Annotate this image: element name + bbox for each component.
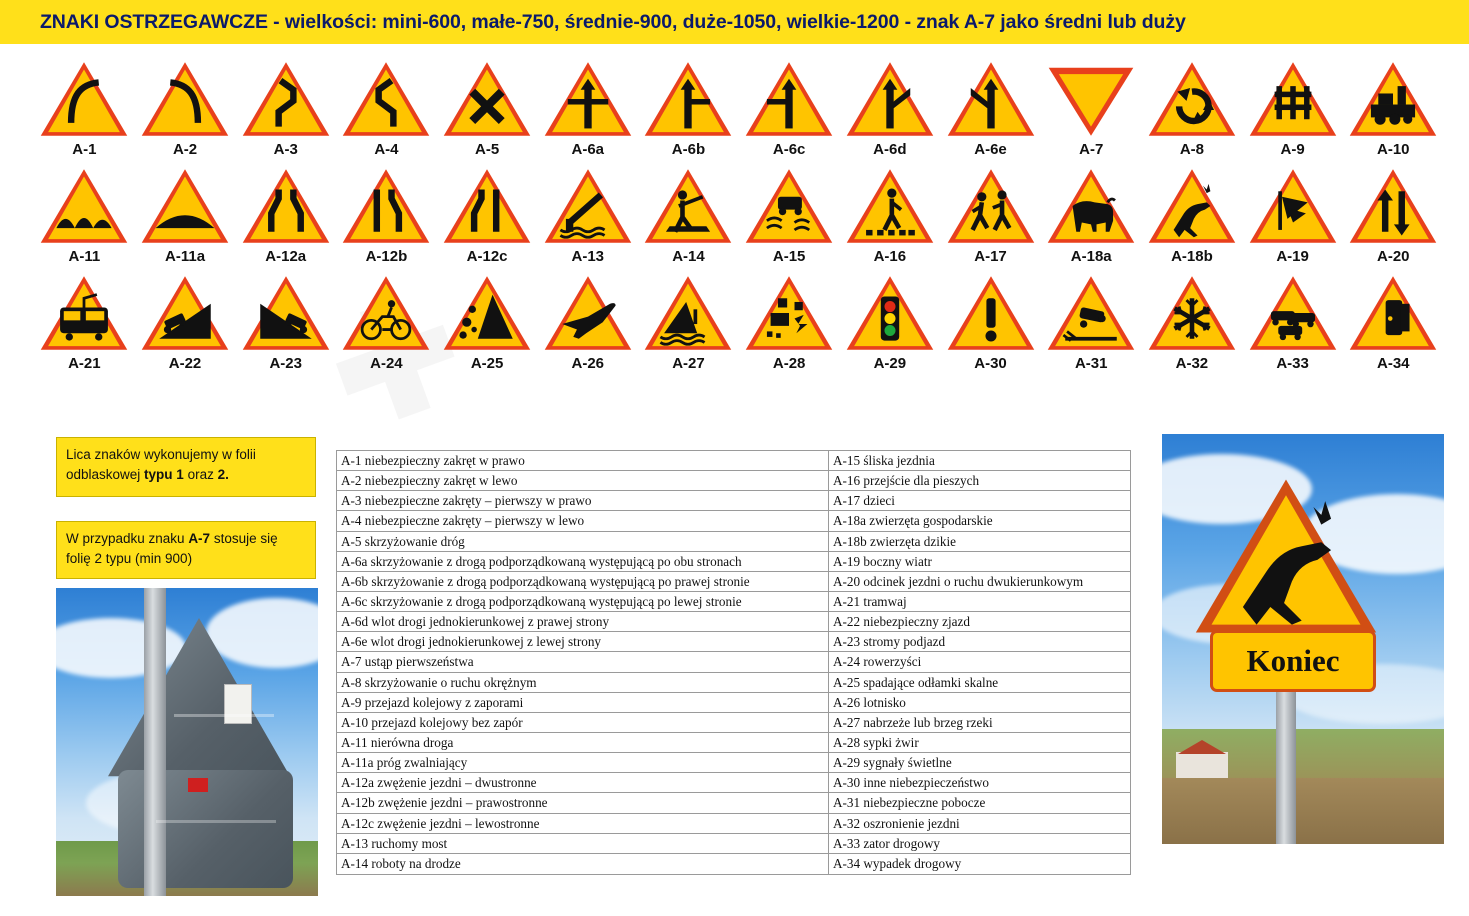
sign-brace xyxy=(174,714,274,717)
double-curve-right-icon xyxy=(240,58,332,140)
table-row: A-18a zwierzęta gospodarskie xyxy=(829,511,1130,531)
uneven-road-icon xyxy=(38,165,130,247)
sign-description-table-right xyxy=(828,450,1131,875)
sign-cell[interactable] xyxy=(437,58,538,158)
one-way-entry-left-icon xyxy=(945,58,1037,140)
side-road-left-icon xyxy=(743,58,835,140)
sign-code: A-7 xyxy=(1079,141,1104,158)
sign-code: A-1 xyxy=(72,141,97,158)
sign-cell[interactable] xyxy=(1142,272,1243,372)
sign-code: A-23 xyxy=(269,355,302,372)
sign-code: A-31 xyxy=(1074,355,1108,372)
sign-cell[interactable] xyxy=(336,58,437,158)
signs-row xyxy=(34,272,1444,379)
sign-cell[interactable] xyxy=(1242,272,1343,372)
koniec-plate xyxy=(1210,630,1376,692)
sign-cell[interactable] xyxy=(235,58,336,158)
table-row: A-3 niebezpieczne zakręty – pierwszy w prawo xyxy=(337,491,828,511)
note1-bold1: typu 1 xyxy=(144,467,184,483)
sign-code: A-14 xyxy=(672,248,705,265)
sign-label-sticker xyxy=(224,684,252,724)
sign-cell[interactable] xyxy=(437,272,538,372)
swing-bridge-icon xyxy=(542,165,634,247)
sign-cell[interactable] xyxy=(336,165,437,265)
table-row: A-22 niebezpieczny zjazd xyxy=(829,612,1130,632)
table-row: A-1 niebezpieczny zakręt w prawo xyxy=(337,451,828,471)
pedestrian-crossing-icon xyxy=(844,165,936,247)
speed-hump-icon xyxy=(139,165,231,247)
note-foil-type xyxy=(56,437,316,497)
note1-text-part1: Lica znaków wykonujemy w folii odblaskowej xyxy=(66,447,256,483)
table-row: A-27 nabrzeże lub brzeg rzeki xyxy=(829,713,1130,733)
sign-cell[interactable] xyxy=(537,58,638,158)
sign-code: A-30 xyxy=(974,355,1007,372)
falling-rocks-icon xyxy=(441,272,533,354)
sign-code: A-13 xyxy=(571,248,605,265)
table-row: A-18b zwierzęta dzikie xyxy=(829,532,1130,552)
low-flying-aircraft-icon xyxy=(542,272,634,354)
sign-cell[interactable] xyxy=(940,165,1041,265)
sign-brace xyxy=(156,820,276,823)
table-row: A-6d wlot drogi jednokierunkowej z prawej strony xyxy=(337,612,828,632)
sign-code: A-10 xyxy=(1377,141,1410,158)
sign-cell[interactable] xyxy=(1142,165,1243,265)
two-way-traffic-icon xyxy=(1347,165,1439,247)
sign-code: A-6a xyxy=(571,141,605,158)
sign-cell[interactable] xyxy=(1343,58,1444,158)
table-row: A-19 boczny wiatr xyxy=(829,552,1130,572)
sign-cell[interactable] xyxy=(840,58,941,158)
sign-code: A-25 xyxy=(470,355,504,372)
side-road-both-icon xyxy=(542,58,634,140)
note2-text-part2: stosuje się folię 2 typu (min 900) xyxy=(66,531,278,567)
tram-icon xyxy=(38,272,130,354)
sign-cell[interactable] xyxy=(135,165,236,265)
table-row: A-20 odcinek jezdni o ruchu dwukierunkowym xyxy=(829,572,1130,592)
sign-cell[interactable] xyxy=(34,58,135,158)
sign-code: A-22 xyxy=(168,355,202,372)
sign-cell[interactable] xyxy=(840,165,941,265)
sign-code: A-32 xyxy=(1175,355,1209,372)
children-icon xyxy=(945,165,1037,247)
table-row: A-4 niebezpieczne zakręty – pierwszy w lewo xyxy=(337,511,828,531)
note-a7-foil xyxy=(56,521,316,579)
sign-red-sticker xyxy=(188,778,208,792)
table-row: A-28 sypki żwir xyxy=(829,733,1130,753)
table-row: A-9 przejazd kolejowy z zaporami xyxy=(337,693,828,713)
sign-cell[interactable] xyxy=(739,165,840,265)
sign-cell[interactable] xyxy=(940,58,1041,158)
give-way-icon xyxy=(1045,58,1137,140)
table-row: A-21 tramwaj xyxy=(829,592,1130,612)
sign-cell[interactable] xyxy=(437,165,538,265)
loose-chippings-icon xyxy=(743,272,835,354)
sign-code: A-18a xyxy=(1070,248,1112,265)
note1-text-part2: oraz xyxy=(183,467,218,483)
sign-cell[interactable] xyxy=(34,165,135,265)
sign-cell[interactable] xyxy=(840,272,941,372)
note2-text-part1: W przypadku znaku xyxy=(66,531,189,546)
table-row: A-8 skrzyżowanie o ruchu okrężnym xyxy=(337,673,828,693)
sign-code: A-3 xyxy=(273,141,298,158)
traffic-queue-icon xyxy=(1247,272,1339,354)
signs-row xyxy=(34,165,1444,272)
road-narrows-right-icon xyxy=(340,165,432,247)
sign-code: A-5 xyxy=(475,141,500,158)
sign-code: A-16 xyxy=(873,248,907,265)
note1-bold2: 2. xyxy=(217,467,229,483)
sign-code: A-20 xyxy=(1377,248,1410,265)
sign-code: A-11 xyxy=(68,248,101,265)
table-row: A-15 śliska jezdnia xyxy=(829,451,1130,471)
table-row: A-12b zwężenie jezdni – prawostronne xyxy=(337,793,828,813)
farm-animals-icon xyxy=(1045,165,1137,247)
sign-cell[interactable] xyxy=(235,165,336,265)
sign-code: A-4 xyxy=(374,141,399,158)
signs-row xyxy=(34,58,1444,165)
sign-code: A-17 xyxy=(974,248,1007,265)
steep-descent-icon xyxy=(139,272,231,354)
sign-code: A-15 xyxy=(772,248,806,265)
sign-code: A-19 xyxy=(1276,248,1309,265)
table-row: A-34 wypadek drogowy xyxy=(833,855,962,871)
table-row: A-12a zwężenie jezdni – dwustronne xyxy=(337,773,828,793)
sign-code: A-26 xyxy=(571,355,605,372)
table-row: A-16 przejście dla pieszych xyxy=(829,471,1130,491)
road-narrows-left-icon xyxy=(441,165,533,247)
table-row: A-14 roboty na drodze xyxy=(341,855,461,871)
table-row: A-30 inne niebezpieczeństwo xyxy=(829,773,1130,793)
steep-ascent-icon xyxy=(240,272,332,354)
table-row: A-13 ruchomy most xyxy=(337,834,828,854)
sign-cell[interactable] xyxy=(940,272,1041,372)
sign-code: A-6c xyxy=(772,141,806,158)
table-row: A-6c skrzyżowanie z drogą podporządkowaną występującą po lewej stronie xyxy=(337,592,828,612)
double-curve-left-icon xyxy=(340,58,432,140)
table-row: A-6b skrzyżowanie z drogą podporządkowaną występującą po prawej stronie xyxy=(337,572,828,592)
sign-cell[interactable] xyxy=(1041,165,1142,265)
cyclists-icon xyxy=(340,272,432,354)
table-row: A-7 ustąp pierwszeństwa xyxy=(337,652,828,672)
sign-cell[interactable] xyxy=(537,272,638,372)
table-row: A-5 skrzyżowanie dróg xyxy=(337,532,828,552)
curve-right-icon xyxy=(38,58,130,140)
sign-code: A-12a xyxy=(265,248,307,265)
sign-cell[interactable] xyxy=(34,272,135,372)
roundabout-icon xyxy=(1146,58,1238,140)
level-crossing-barriers-icon xyxy=(1247,58,1339,140)
back-of-warning-sign-photo xyxy=(56,588,318,896)
sign-code: A-27 xyxy=(672,355,705,372)
table-row: A-23 stromy podjazd xyxy=(829,632,1130,652)
sign-pole xyxy=(144,588,166,896)
sign-cell[interactable] xyxy=(638,58,739,158)
sign-code: A-6b xyxy=(671,141,706,158)
table-row: A-24 rowerzyści xyxy=(829,652,1130,672)
koniec-label: Koniec xyxy=(1246,643,1340,678)
table-row: A-26 lotnisko xyxy=(829,693,1130,713)
table-row: A-17 dzieci xyxy=(829,491,1130,511)
table-row: A-6e wlot drogi jednokierunkowej z lewej strony xyxy=(337,632,828,652)
wild-animals-sign-face xyxy=(1188,468,1384,644)
table-row: A-12c zwężenie jezdni – lewostronne xyxy=(337,814,828,834)
sign-code: A-33 xyxy=(1276,355,1309,372)
sign-code: A-21 xyxy=(68,355,101,372)
sign-code: A-12b xyxy=(365,248,408,265)
traffic-signals-icon xyxy=(844,272,936,354)
house-shape xyxy=(1176,752,1228,778)
sign-code: A-11a xyxy=(165,248,206,265)
quayside-icon xyxy=(642,272,734,354)
note2-bold: A-7 xyxy=(188,531,211,546)
soft-verge-icon xyxy=(1045,272,1137,354)
sign-cell[interactable] xyxy=(336,272,437,372)
table-row: A-11 nierówna droga xyxy=(337,733,828,753)
table-row: A-32 oszronienie jezdni xyxy=(829,814,1130,834)
sign-code: A-29 xyxy=(873,355,907,372)
sign-cell[interactable] xyxy=(1041,272,1142,372)
table-row: A-31 niebezpieczne pobocze xyxy=(829,793,1130,813)
curve-left-icon xyxy=(139,58,231,140)
sign-code: A-9 xyxy=(1280,141,1305,158)
table-row: A-11a próg zwalniający xyxy=(337,753,828,773)
photo-field xyxy=(1162,778,1444,844)
sign-cell[interactable] xyxy=(739,58,840,158)
sign-cell[interactable] xyxy=(135,58,236,158)
table-row: A-25 spadające odłamki skalne xyxy=(829,673,1130,693)
sign-cell[interactable] xyxy=(1343,272,1444,372)
sign-code: A-12c xyxy=(466,248,508,265)
sign-code: A-18b xyxy=(1171,248,1213,265)
sign-cell[interactable] xyxy=(638,272,739,372)
page-title: ZNAKI OSTRZEGAWCZE - wielkości: mini-600, małe-750, średnie-900, duże-1050, wielkie-1200 - znak A-7 jako średni lub duży xyxy=(40,10,1186,33)
warning-signs-grid xyxy=(34,58,1444,379)
sign-code: A-28 xyxy=(772,355,806,372)
wild-animals-sign-with-koniec-plate-photo xyxy=(1162,434,1444,844)
road-narrows-both-icon xyxy=(240,165,332,247)
sign-cell[interactable] xyxy=(1142,58,1243,158)
sign-code: A-34 xyxy=(1377,355,1410,372)
one-way-entry-right-icon xyxy=(844,58,936,140)
sign-code: A-2 xyxy=(172,141,198,158)
table-row: A-10 przejazd kolejowy bez zapór xyxy=(337,713,828,733)
sign-cell[interactable] xyxy=(1242,165,1343,265)
side-road-right-icon xyxy=(642,58,734,140)
slippery-road-icon xyxy=(743,165,835,247)
sign-code: A-8 xyxy=(1179,141,1204,158)
sign-description-table-left xyxy=(336,450,829,875)
table-row: A-29 sygnały świetlne xyxy=(829,753,1130,773)
roadworks-icon xyxy=(642,165,734,247)
wild-animals-icon xyxy=(1146,165,1238,247)
sign-cell[interactable] xyxy=(235,272,336,372)
table-row: A-33 zator drogowy xyxy=(829,834,1130,854)
sign-code: A-24 xyxy=(370,355,403,372)
sign-cell[interactable] xyxy=(1343,165,1444,265)
accident-icon xyxy=(1347,272,1439,354)
page-header-banner xyxy=(0,0,1469,44)
table-row: A-2 niebezpieczny zakręt w lewo xyxy=(337,471,828,491)
sign-cell[interactable] xyxy=(1041,58,1142,158)
sign-cell[interactable] xyxy=(739,272,840,372)
sign-code: A-6d xyxy=(873,141,907,158)
sign-code: A-6e xyxy=(974,141,1007,158)
level-crossing-no-barriers-icon xyxy=(1347,58,1439,140)
sign-cell[interactable] xyxy=(1242,58,1343,158)
ice-icon xyxy=(1146,272,1238,354)
side-wind-icon xyxy=(1247,165,1339,247)
other-danger-icon xyxy=(945,272,1037,354)
table-row: A-6a skrzyżowanie z drogą podporządkowaną występującą po obu stronach xyxy=(337,552,828,572)
crossroads-icon xyxy=(441,58,533,140)
sign-cell[interactable] xyxy=(638,165,739,265)
sign-cell[interactable] xyxy=(135,272,236,372)
sign-cell[interactable] xyxy=(537,165,638,265)
